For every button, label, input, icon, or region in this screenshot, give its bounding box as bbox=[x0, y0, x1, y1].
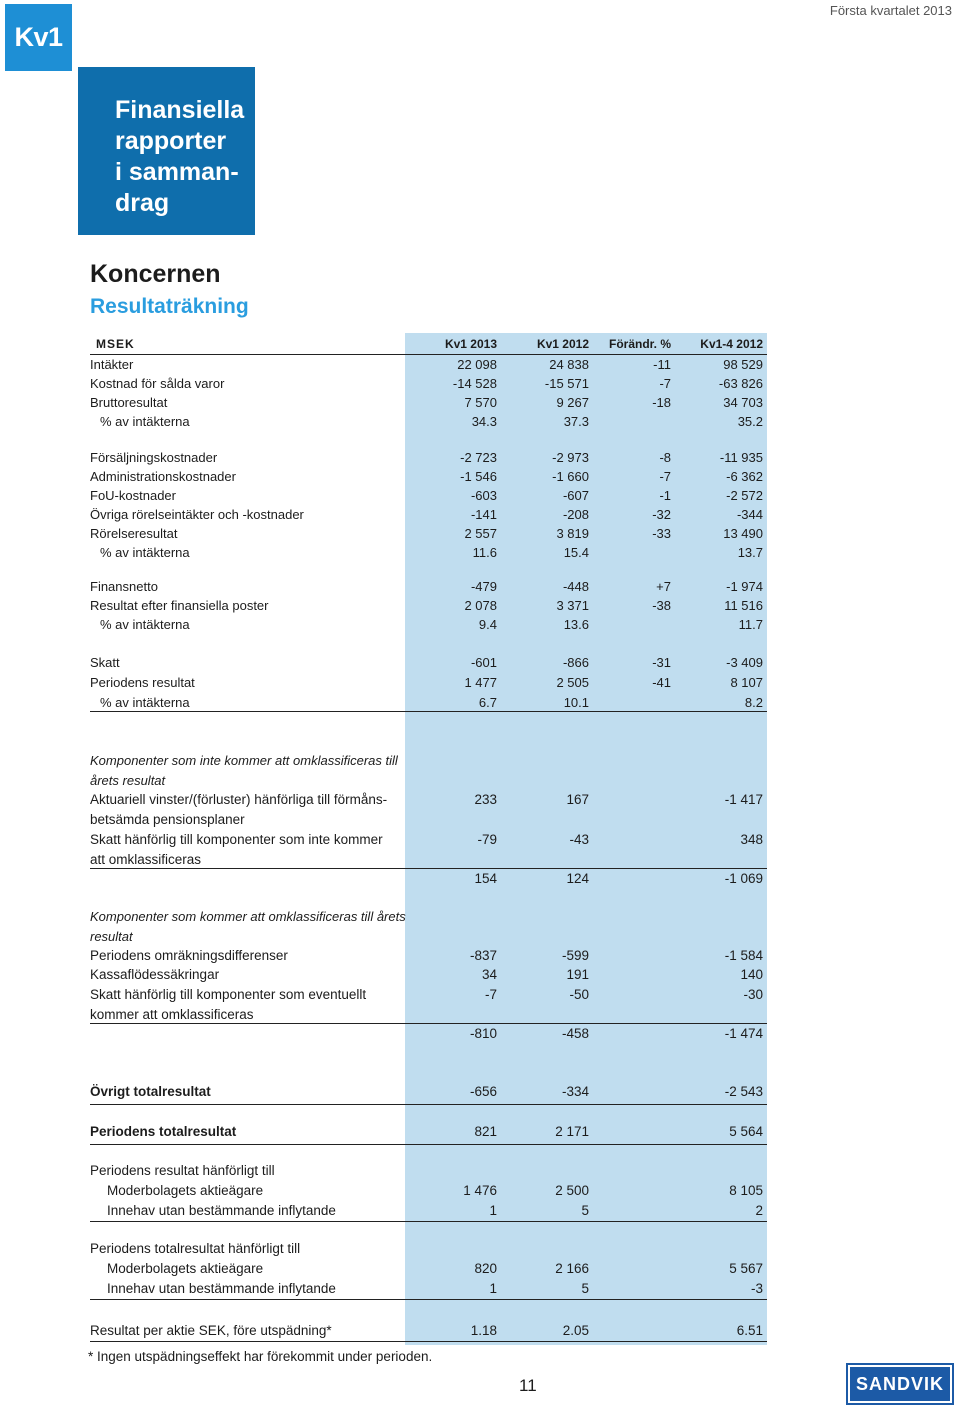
cell: -1 584 bbox=[724, 948, 763, 963]
cell: -866 bbox=[562, 655, 589, 670]
cell: 8 107 bbox=[730, 675, 763, 690]
cell: 24 838 bbox=[549, 357, 589, 372]
cell: 5 bbox=[581, 1203, 589, 1218]
table-row bbox=[90, 355, 767, 374]
table-row bbox=[90, 505, 767, 524]
row-label: kommer att omklassificeras bbox=[90, 1007, 254, 1022]
column-header: Kv1 2012 bbox=[536, 337, 589, 351]
row-label: Skatt hänförlig till komponenter som eventuellt bbox=[90, 987, 367, 1002]
divider bbox=[90, 1104, 767, 1105]
table-row bbox=[90, 577, 767, 596]
table-row bbox=[90, 1279, 767, 1298]
table-row-continuation bbox=[90, 1005, 767, 1024]
cell: 8.2 bbox=[744, 695, 763, 710]
oci-heading bbox=[90, 907, 767, 926]
cell: 6.7 bbox=[478, 695, 497, 710]
cell: 348 bbox=[740, 832, 763, 847]
cell: -18 bbox=[652, 395, 671, 410]
cell: -7 bbox=[659, 469, 671, 484]
table-row bbox=[90, 448, 767, 467]
cell: -1 974 bbox=[726, 579, 763, 594]
cell: 191 bbox=[566, 967, 589, 982]
column-header: Kv1-4 2012 bbox=[700, 337, 763, 351]
cell: -1 bbox=[659, 488, 671, 503]
table-row bbox=[90, 985, 767, 1004]
cell: 821 bbox=[474, 1124, 497, 1139]
cell: -458 bbox=[561, 1026, 589, 1041]
cell: 35.2 bbox=[737, 414, 763, 429]
cell: -479 bbox=[470, 579, 497, 594]
cell: 8 105 bbox=[729, 1183, 763, 1198]
cell: 22 098 bbox=[457, 357, 497, 372]
cell: 3 819 bbox=[556, 526, 589, 541]
table-row-continuation bbox=[90, 850, 767, 869]
row-label: Innehav utan bestämmande inflytande bbox=[107, 1203, 336, 1218]
table-row bbox=[90, 393, 767, 412]
cell: -6 362 bbox=[726, 469, 763, 484]
divider bbox=[90, 1221, 767, 1222]
row-label: Periodens totalresultat hänförligt till bbox=[90, 1241, 301, 1256]
cell: 167 bbox=[566, 792, 589, 807]
cell: 5 567 bbox=[729, 1261, 763, 1276]
table-row bbox=[90, 1259, 767, 1278]
table-row-continuation bbox=[90, 810, 767, 829]
table-row bbox=[90, 524, 767, 543]
cell: 1 476 bbox=[463, 1183, 497, 1198]
cell: 34 bbox=[481, 967, 497, 982]
row-label: Periodens resultat bbox=[90, 675, 195, 690]
cell: -63 826 bbox=[718, 376, 763, 391]
table-row bbox=[90, 1201, 767, 1220]
section-heading-line: Finansiella bbox=[115, 96, 245, 124]
table-row bbox=[90, 1082, 767, 1101]
cell: 1 477 bbox=[464, 675, 497, 690]
cell: 2 500 bbox=[555, 1183, 589, 1198]
row-label: Intäkter bbox=[90, 357, 134, 372]
cell: 820 bbox=[474, 1261, 497, 1276]
row-label: % av intäkterna bbox=[100, 414, 190, 429]
logo-text: SANDVIK bbox=[850, 1367, 950, 1401]
sandvik-logo bbox=[846, 1363, 954, 1405]
cell: 34.3 bbox=[471, 414, 497, 429]
row-label: Finansnetto bbox=[90, 579, 158, 594]
cell: -33 bbox=[652, 526, 671, 541]
table-row bbox=[90, 412, 767, 431]
page-title: Koncernen bbox=[90, 260, 221, 288]
row-label: Övrigt totalresultat bbox=[90, 1084, 211, 1099]
row-label: Skatt bbox=[90, 655, 120, 670]
row-label: Övriga rörelseintäkter och -kostnader bbox=[90, 507, 304, 522]
table-row bbox=[90, 374, 767, 393]
cell: 34 703 bbox=[723, 395, 763, 410]
row-label: % av intäkterna bbox=[100, 545, 190, 560]
unit-label: MSEK bbox=[96, 337, 135, 351]
table-row bbox=[90, 1122, 767, 1141]
cell: -1 660 bbox=[552, 469, 589, 484]
row-label: % av intäkterna bbox=[100, 695, 190, 710]
cell: -1 546 bbox=[460, 469, 497, 484]
row-label: betsämda pensionsplaner bbox=[90, 812, 245, 827]
cell: -3 bbox=[750, 1281, 763, 1296]
cell: -1 069 bbox=[724, 871, 763, 886]
cell: -7 bbox=[484, 987, 497, 1002]
row-label: Innehav utan bestämmande inflytande bbox=[107, 1281, 336, 1296]
oci-heading bbox=[90, 927, 767, 946]
cell: -2 973 bbox=[552, 450, 589, 465]
table-row bbox=[90, 693, 767, 712]
row-label: Kassaflödessäkringar bbox=[90, 967, 220, 982]
divider bbox=[90, 1144, 767, 1145]
cell: 2.05 bbox=[562, 1323, 589, 1338]
table-row bbox=[90, 830, 767, 849]
quarter-tab: Kv1 bbox=[5, 4, 72, 71]
cell: 154 bbox=[474, 871, 497, 886]
page-subtitle: Resultaträkning bbox=[90, 295, 249, 318]
table-row bbox=[90, 543, 767, 562]
cell: -3 409 bbox=[726, 655, 763, 670]
row-label: Komponenter som inte kommer att omklassificeras till bbox=[90, 753, 398, 768]
table-row bbox=[90, 673, 767, 692]
cell: 11 516 bbox=[724, 598, 763, 613]
cell: 1.18 bbox=[470, 1323, 497, 1338]
table-row bbox=[90, 1181, 767, 1200]
table-row bbox=[90, 615, 767, 634]
table-row bbox=[90, 965, 767, 984]
cell: 37.3 bbox=[563, 414, 589, 429]
row-label: Moderbolagets aktieägare bbox=[107, 1183, 264, 1198]
cell: +7 bbox=[656, 579, 671, 594]
column-header: Förändr. % bbox=[608, 337, 671, 351]
row-label: Skatt hänförlig till komponenter som inte kommer bbox=[90, 832, 383, 847]
cell: 2 bbox=[755, 1203, 763, 1218]
row-label: årets resultat bbox=[90, 773, 166, 788]
footnote: * Ingen utspädningseffekt har förekommit under perioden. bbox=[88, 1349, 433, 1364]
row-label: Periodens resultat hänförligt till bbox=[90, 1163, 275, 1178]
row-label: Resultat per aktie SEK, före utspädning* bbox=[90, 1323, 332, 1338]
divider bbox=[90, 711, 767, 712]
cell: 11.7 bbox=[738, 617, 763, 632]
cell: -41 bbox=[652, 675, 671, 690]
row-label: att omklassificeras bbox=[90, 852, 202, 867]
row-label: Periodens totalresultat bbox=[90, 1124, 237, 1139]
table-row bbox=[90, 1321, 767, 1340]
row-label: Resultat efter finansiella poster bbox=[90, 598, 269, 613]
cell: -8 bbox=[659, 450, 671, 465]
cell: -208 bbox=[562, 507, 589, 522]
subtotal-row bbox=[90, 869, 767, 888]
table-row bbox=[90, 653, 767, 672]
table-row bbox=[90, 790, 767, 809]
subtotal-row bbox=[90, 1024, 767, 1043]
cell: -607 bbox=[562, 488, 589, 503]
cell: -31 bbox=[652, 655, 671, 670]
cell: -2 723 bbox=[460, 450, 497, 465]
cell: 2 171 bbox=[555, 1124, 589, 1139]
cell: -656 bbox=[469, 1084, 497, 1099]
cell: -1 474 bbox=[724, 1026, 763, 1041]
cell: -14 528 bbox=[452, 376, 497, 391]
row-label: FoU-kostnader bbox=[90, 488, 176, 503]
cell: 10.1 bbox=[563, 695, 589, 710]
cell: 13.7 bbox=[737, 545, 763, 560]
cell: 98 529 bbox=[723, 357, 763, 372]
cell: 1 bbox=[489, 1203, 497, 1218]
section-heading-line: rapporter bbox=[115, 127, 227, 155]
row-label: Administrationskostnader bbox=[90, 469, 236, 484]
cell: -601 bbox=[470, 655, 497, 670]
cell: 13 490 bbox=[723, 526, 763, 541]
cell: -30 bbox=[743, 987, 763, 1002]
column-header: Kv1 2013 bbox=[444, 337, 497, 351]
row-label: Rörelseresultat bbox=[90, 526, 178, 541]
cell: 3 371 bbox=[556, 598, 589, 613]
table-row bbox=[90, 467, 767, 486]
divider bbox=[90, 1341, 767, 1342]
cell: 7 570 bbox=[464, 395, 497, 410]
row-label: Komponenter som kommer att omklassificeras till årets bbox=[90, 909, 406, 924]
table-row bbox=[90, 1161, 767, 1180]
cell: 2 557 bbox=[464, 526, 497, 541]
cell: 1 bbox=[489, 1281, 497, 1296]
row-label: Kostnad för sålda varor bbox=[90, 376, 225, 391]
page-number: 11 bbox=[519, 1376, 537, 1395]
table-row bbox=[90, 486, 767, 505]
row-label: Moderbolagets aktieägare bbox=[107, 1261, 264, 1276]
row-label: Försäljningskostnader bbox=[90, 450, 218, 465]
cell: -11 bbox=[653, 357, 671, 372]
cell: 15.4 bbox=[563, 545, 589, 560]
cell: 5 bbox=[581, 1281, 589, 1296]
cell: -15 571 bbox=[544, 376, 589, 391]
table-header bbox=[90, 333, 767, 355]
report-title: Första kvartalet 2013 bbox=[829, 3, 952, 18]
row-label: Bruttoresultat bbox=[90, 395, 168, 410]
cell: 124 bbox=[566, 871, 589, 886]
section-heading-line: i samman- bbox=[115, 158, 239, 186]
cell: 2 505 bbox=[556, 675, 589, 690]
cell: -837 bbox=[469, 948, 497, 963]
section-heading-line: drag bbox=[115, 189, 170, 217]
row-label: % av intäkterna bbox=[100, 617, 190, 632]
cell: -50 bbox=[569, 987, 589, 1002]
cell: -43 bbox=[569, 832, 589, 847]
cell: 9 267 bbox=[556, 395, 589, 410]
cell: 5 564 bbox=[729, 1124, 763, 1139]
cell: 2 078 bbox=[464, 598, 497, 613]
table-row bbox=[90, 596, 767, 615]
cell: -810 bbox=[469, 1026, 497, 1041]
divider bbox=[90, 1299, 767, 1300]
cell: 233 bbox=[474, 792, 497, 807]
cell: -2 572 bbox=[726, 488, 763, 503]
cell: -79 bbox=[477, 832, 497, 847]
cell: -448 bbox=[562, 579, 589, 594]
oci-heading bbox=[90, 771, 767, 790]
row-label: Aktuariell vinster/(förluster) hänförliga till förmåns- bbox=[90, 792, 388, 807]
cell: -344 bbox=[736, 507, 763, 522]
cell: -599 bbox=[561, 948, 589, 963]
table-row bbox=[90, 946, 767, 965]
cell: -334 bbox=[561, 1084, 589, 1099]
oci-heading bbox=[90, 751, 767, 770]
cell: -141 bbox=[470, 507, 497, 522]
cell: 9.4 bbox=[478, 617, 497, 632]
table-row bbox=[90, 1239, 767, 1258]
cell: -1 417 bbox=[724, 792, 763, 807]
section-heading-box bbox=[78, 67, 255, 235]
row-label: Periodens omräkningsdifferenser bbox=[90, 948, 288, 963]
row-label: resultat bbox=[90, 929, 133, 944]
cell: 2 166 bbox=[555, 1261, 589, 1276]
cell: -32 bbox=[652, 507, 671, 522]
cell: -38 bbox=[652, 598, 671, 613]
cell: -603 bbox=[470, 488, 497, 503]
cell: 6.51 bbox=[736, 1323, 763, 1338]
cell: 13.6 bbox=[563, 617, 589, 632]
cell: 11.6 bbox=[472, 545, 497, 560]
cell: -2 543 bbox=[724, 1084, 763, 1099]
cell: -11 935 bbox=[719, 450, 763, 465]
cell: -7 bbox=[659, 376, 671, 391]
cell: 140 bbox=[740, 967, 763, 982]
